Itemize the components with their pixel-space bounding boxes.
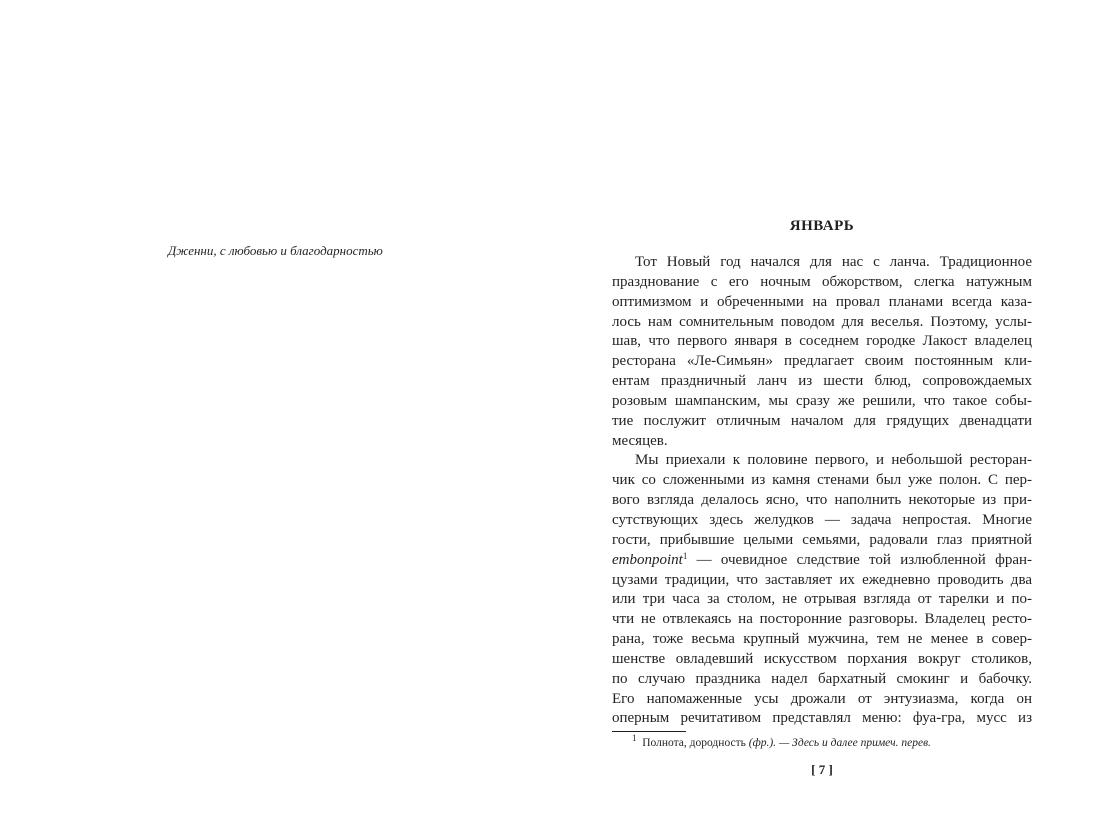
footnote-text: Полнота, дородность bbox=[642, 737, 746, 749]
text-line: месяцев. bbox=[612, 432, 668, 449]
dedication: Дженни, с любовью и благодарностью bbox=[168, 243, 383, 258]
text-line: рана, тоже весьма крупный мужчина, тем не менее в совер- bbox=[612, 631, 1032, 648]
italic-term: embonpoint bbox=[612, 551, 683, 568]
text-line: оперным речитативом представлял меню: фуа-гра, мусс из bbox=[612, 710, 1032, 727]
text-line: празднование с его ночным обжорством, слегка натужным bbox=[612, 273, 1032, 290]
text-line: чти не отвлекаясь на посторонние разговоры. Владелец ресто- bbox=[612, 611, 1032, 628]
text-line: ресторана «Ле-Симьян» предлагает своим постоянным кли- bbox=[612, 353, 1032, 370]
text-line: шав, что первого января в соседнем городке Лакост владелец bbox=[612, 333, 1032, 350]
footnote-note: — Здесь и далее примеч. перев. bbox=[778, 737, 931, 749]
text-line: гости, прибывшие целыми семьями, радовали глаз приятной bbox=[612, 531, 1032, 548]
text-line: тие послужит отличным началом для грядущих двенадцати bbox=[612, 412, 1032, 429]
text-line-footnoted bbox=[612, 551, 1032, 571]
text-line: или три часа за столом, не отрывая взгляда от тарелки и по- bbox=[612, 591, 1032, 608]
text-line: ентам праздничный ланч из шести блюд, сопровождаемых bbox=[612, 373, 1032, 390]
footnote-divider bbox=[612, 731, 686, 732]
text-line: по случаю праздника надел бархатный смокинг и бабочку. bbox=[612, 670, 1032, 687]
footnote-lang: (фр.). bbox=[748, 737, 777, 749]
text-line: Тот Новый год начался для нас с ланча. Традиционное bbox=[635, 254, 1032, 270]
text-line: чик со сложенными из камня стенами был уже полон. С пер- bbox=[612, 472, 1032, 489]
body-text bbox=[612, 253, 1032, 729]
text-line: лось нам сомнительным поводом для веселья. Поэтому, услы- bbox=[612, 313, 1032, 330]
text-line-rest: — очевидное следствие той излюбленной фран- bbox=[696, 551, 1032, 568]
right-page bbox=[550, 0, 1100, 825]
text-line: шенстве овладевший искусством порхания вокруг столиков, bbox=[612, 650, 1032, 667]
footnote-mark: 1 bbox=[632, 733, 637, 743]
page-number: [ 7 ] bbox=[811, 762, 833, 777]
text-line: Его напомаженные усы дрожали от энтузиазма, когда он bbox=[612, 690, 1032, 707]
chapter-title: ЯНВАРЬ bbox=[789, 218, 855, 234]
text-line: Мы приехали к половине первого, и небольшой ресторан- bbox=[635, 452, 1032, 469]
text-line: цузами традиции, что заставляет их ежедневно проводить два bbox=[612, 571, 1032, 588]
footnote bbox=[632, 733, 1032, 750]
text-line: сутствующих здесь желудков — задача непростая. Многие bbox=[612, 511, 1032, 528]
text-line: розовым шампанским, мы сразу же решили, что такое собы- bbox=[612, 392, 1032, 409]
text-line: оптимизмом и обреченными на провал планами всегда каза- bbox=[612, 293, 1032, 310]
text-line: вого взгляда делалось ясно, что наполнить некоторые из при- bbox=[612, 492, 1032, 509]
footnote-reference: 1 bbox=[682, 550, 688, 561]
